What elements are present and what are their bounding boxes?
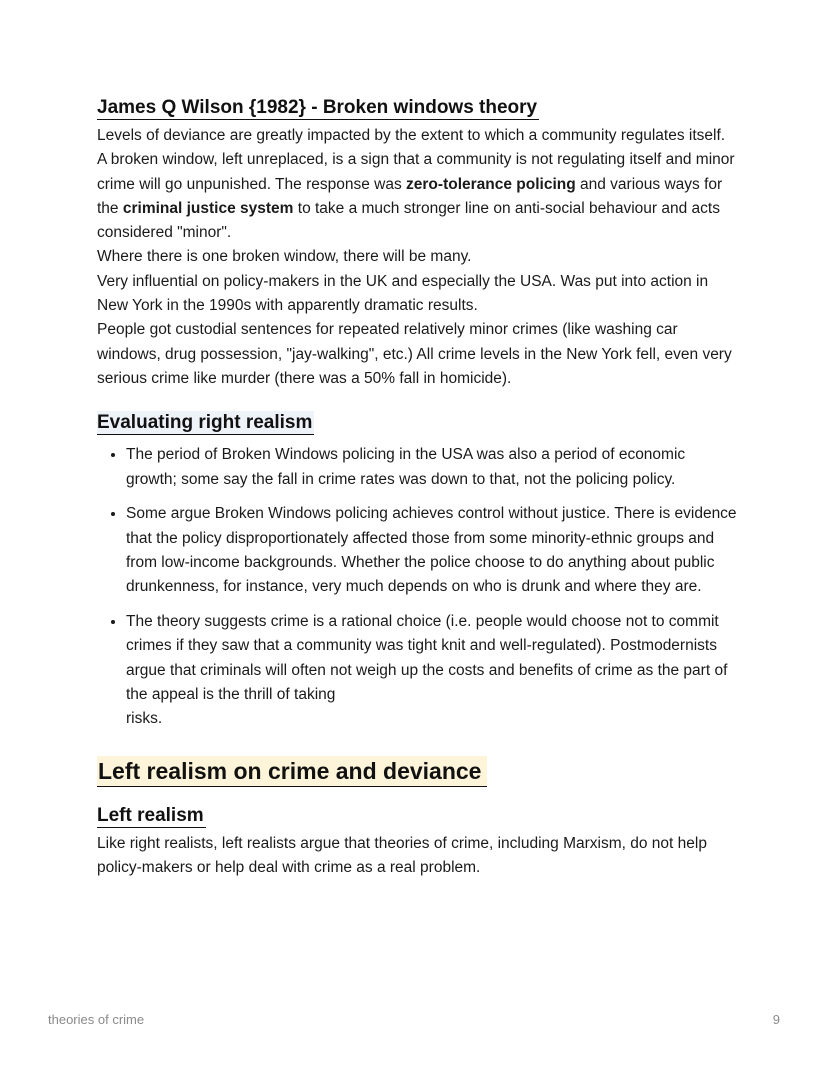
section-heading-evaluating-right-realism: Evaluating right realism xyxy=(97,412,313,434)
paragraph: Very influential on policy-makers in the UK and especially the USA. Was put into action in New York in the 1990s with apparently dramatic results. xyxy=(97,272,709,315)
paragraph: A broken window, left unreplaced, is a sign that a community is not regulating itself and minor crime will go unpunished. The response was zero-tolerance policing and various ways for the criminal justice system to take a much stronger line on anti-social behaviour and acts considered "minor". xyxy=(97,151,735,242)
list-item: • The theory suggests crime is a rational choice (i.e. people would choose not to commit crimes if they saw that a community was tight knit and well-regulated). Postmodernists argue that criminals will often not weigh up the costs and benefits of crime as the part of the appeal is the thrill of taking risks. xyxy=(126,609,737,731)
paragraph: People got custodial sentences for repeated relatively minor crimes (like washing car windows, drug possession, "jay-walking", etc.) All crime levels in the New York fell, even very serious crime like murder (there was a 50% fall in homicide). xyxy=(97,321,732,387)
paragraph: Levels of deviance are greatly impacted by the extent to which a community regulates itself. xyxy=(97,127,726,144)
paragraph: Where there is one broken window, there will be many. xyxy=(97,248,472,266)
paragraph: Like right realists, left realists argue that theories of crime, including Marxism, do not help policy-makers or help deal with crime as a real problem. xyxy=(97,834,707,876)
document-page xyxy=(97,96,737,880)
list-item: • The period of Broken Windows policing in the USA was also a period of economic growth; some say the fall in crime rates was down to that, not the policing policy. xyxy=(126,442,737,492)
bold-term: criminal justice system xyxy=(122,199,294,217)
bullet-list xyxy=(97,442,737,731)
footer-document-title: theories of crime xyxy=(48,1012,145,1027)
list-item: • Some argue Broken Windows policing achieves control without justice. There is evidence that the policy disproportionately affected those from some minority-ethnic groups and from low-income backgrounds. Whether the police choose to do anything about public drunkenness, for instance, very much depends on who is drunk and where they are. xyxy=(126,501,737,599)
section-heading-broken-windows: James Q Wilson {1982} - Broken windows theory xyxy=(97,97,538,118)
section-heading-left-realism: Left realism xyxy=(97,804,204,826)
bold-term: zero-tolerance policing xyxy=(406,175,576,193)
section-heading-left-realism-crime-deviance: Left realism on crime and deviance xyxy=(97,756,487,787)
footer-page-number: 9 xyxy=(772,1012,780,1027)
